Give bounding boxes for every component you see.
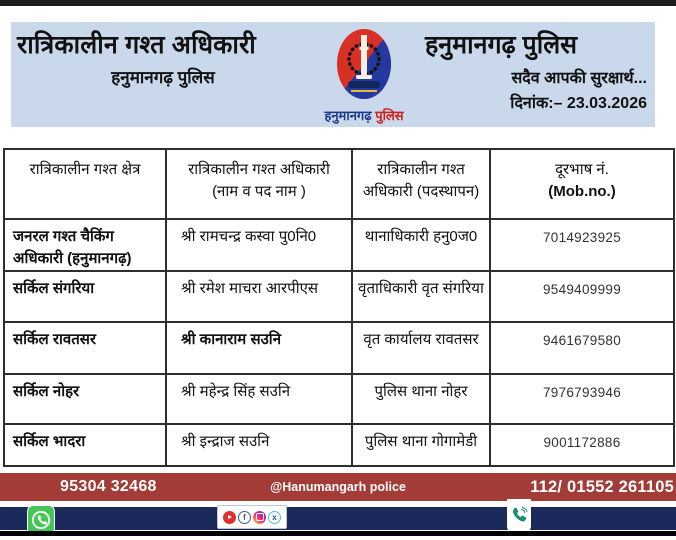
police-emblem-icon	[336, 28, 392, 105]
page-title: रात्रिकालीन गश्त अधिकारी	[17, 31, 256, 59]
cell-area: सर्किल रावतसर	[4, 322, 166, 374]
cell-area: सर्किल नोहर	[4, 374, 166, 424]
emergency-numbers: 112/ 01552 261105	[530, 478, 674, 496]
org-tagline: सदैव आपकी सुरक्षार्थ...	[511, 70, 647, 87]
col-header-officer	[166, 149, 352, 219]
youtube-icon[interactable]	[223, 511, 236, 524]
page-subtitle: हनुमानगढ़ पुलिस	[111, 68, 215, 88]
cell-posting: पुलिस थाना नोहर	[352, 374, 490, 424]
cell-mobile: 7976793946	[490, 374, 674, 424]
cell-posting: वृताधिकारी वृत संगरिया	[352, 271, 490, 322]
footer-navy-bar	[0, 507, 676, 530]
whatsapp-number: 95304 32468	[60, 478, 157, 495]
cell-posting: थानाधिकारी हनु0ज0	[352, 219, 490, 271]
cell-posting: वृत कार्यालय रावतसर	[352, 322, 490, 374]
logo-caption	[324, 106, 403, 124]
col-header-mobile-line2: (Mob.no.)	[548, 182, 616, 200]
cell-posting: पुलिस थाना गोगामेडी	[352, 424, 490, 466]
cell-officer: श्री इन्द्राज सउनि	[166, 424, 352, 466]
logo-caption-part2: पुलिस	[375, 108, 404, 123]
cell-mobile: 7014923925	[490, 219, 674, 271]
cell-area: सर्किल संगरिया	[4, 271, 166, 322]
table-row	[4, 424, 674, 466]
x-icon[interactable]: x	[268, 511, 281, 524]
logo-caption-part1: हनुमानगढ़	[324, 108, 372, 123]
top-window-bar	[0, 0, 676, 6]
cell-mobile: 9549409999	[490, 271, 674, 322]
social-icons-strip	[217, 505, 287, 529]
social-handle: @Hanumangarh police	[270, 480, 406, 494]
col-header-officer-line2: (नाम व पद नाम )	[212, 182, 306, 200]
bottom-window-bar	[0, 531, 676, 536]
cell-officer: श्री महेन्द्र सिंह सउनि	[166, 374, 352, 424]
col-header-officer-line1: रात्रिकालीन गश्त अधिकारी	[188, 161, 330, 178]
date-label: दिनांक:– 23.03.2026	[510, 95, 647, 112]
phone-icon[interactable]	[507, 499, 531, 531]
cell-area: जनरल गश्त चैकिंग अधिकारी (हनुमानगढ़)	[4, 219, 166, 271]
instagram-icon[interactable]	[253, 511, 266, 524]
facebook-icon[interactable]: f	[238, 511, 251, 524]
cell-area: सर्किल भादरा	[4, 424, 166, 466]
header-logo-block	[309, 28, 419, 127]
table-row	[4, 219, 674, 271]
col-header-area	[4, 149, 166, 219]
col-header-mobile	[490, 149, 674, 219]
table-row	[4, 322, 674, 374]
header-left-block	[17, 30, 309, 127]
table-row	[4, 271, 674, 322]
org-title: हनुमानगढ़ पुलिस	[425, 31, 578, 59]
header-banner	[11, 22, 655, 127]
col-header-area-line1: रात्रिकालीन गश्त क्षेत्र	[29, 161, 141, 178]
col-header-posting-line2: अधिकारी (पदस्थापन)	[362, 182, 480, 200]
cell-mobile: 9001172886	[490, 424, 674, 466]
cell-officer: श्री रामचन्द्र कस्वा पु0नि0	[166, 219, 352, 271]
footer-contact-bar	[0, 473, 676, 501]
header-right-block	[425, 30, 649, 127]
col-header-posting	[352, 149, 490, 219]
table-row	[4, 374, 674, 424]
col-header-mobile-line1: दूरभाष नं.	[555, 161, 609, 178]
cell-officer: श्री कानाराम सउनि	[166, 322, 352, 374]
table-header-row	[4, 149, 674, 219]
cell-officer: श्री रमेश माचरा आरपीएस	[166, 271, 352, 322]
cell-mobile: 9461679580	[490, 322, 674, 374]
patrol-roster-table	[3, 148, 675, 467]
col-header-posting-line1: रात्रिकालीन गश्त	[377, 161, 465, 178]
